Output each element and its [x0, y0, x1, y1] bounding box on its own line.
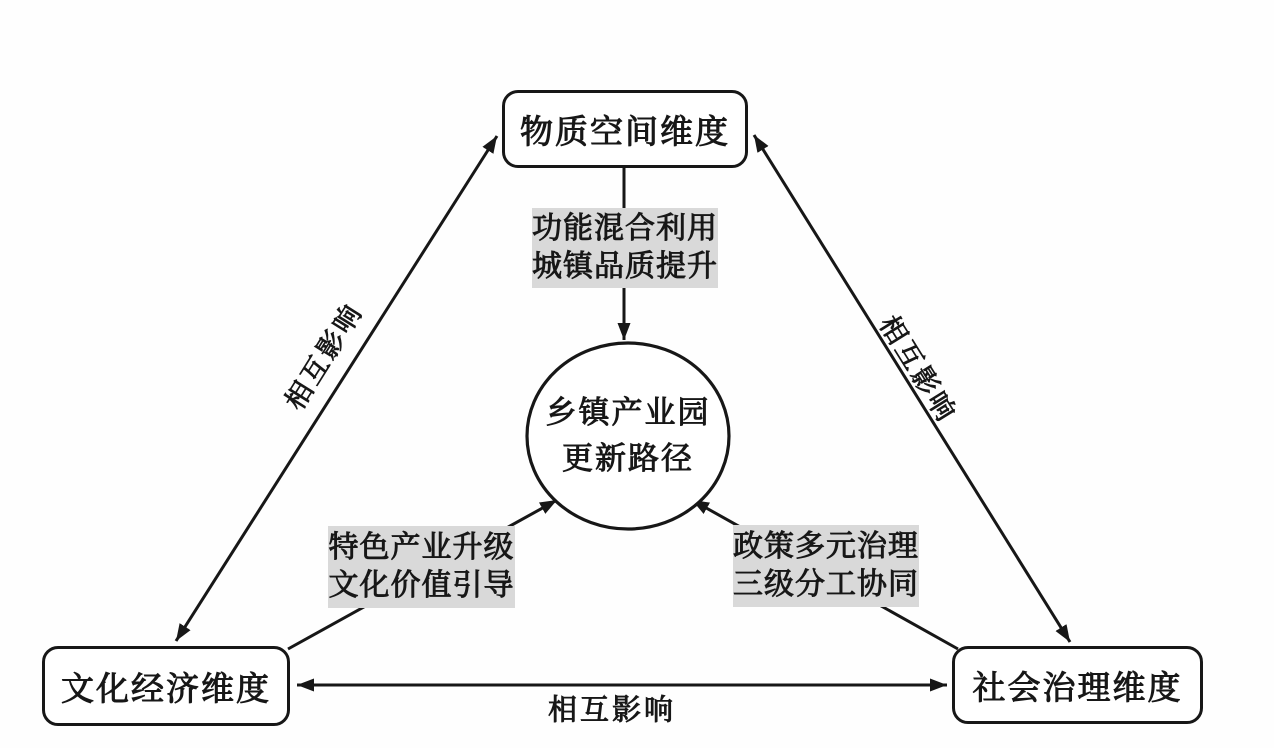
edge-label-mutual-influence-left: 相互影响 [279, 297, 369, 416]
node-cultural-economic-dimension [42, 646, 290, 726]
path-label-line: 文化价值引导 [328, 569, 515, 602]
node-label: 社会治理维度 [972, 670, 1183, 707]
edge-label-mutual-influence-right: 相互影响 [873, 310, 963, 429]
path-label-policy-governance [733, 525, 919, 607]
center-circle-label [546, 390, 711, 482]
path-label-line: 特色产业升级 [328, 531, 515, 564]
node-social-governance-dimension [952, 646, 1203, 724]
path-label-industry-upgrade [328, 526, 515, 608]
center-circle-line2: 更新路径 [562, 441, 694, 476]
node-physical-space-dimension [502, 90, 748, 168]
path-label-function-mix [532, 208, 718, 288]
node-label: 文化经济维度 [61, 671, 271, 708]
center-circle-line1: 乡镇产业园 [545, 395, 711, 430]
path-label-line: 功能混合利用 [532, 212, 718, 245]
path-label-line: 政策多元治理 [733, 530, 919, 563]
path-label-line: 三级分工协同 [733, 568, 919, 601]
edge-label-mutual-influence-bottom: 相互影响 [547, 694, 677, 727]
path-label-line: 城镇品质提升 [532, 250, 718, 283]
node-label: 物质空间维度 [520, 114, 730, 151]
